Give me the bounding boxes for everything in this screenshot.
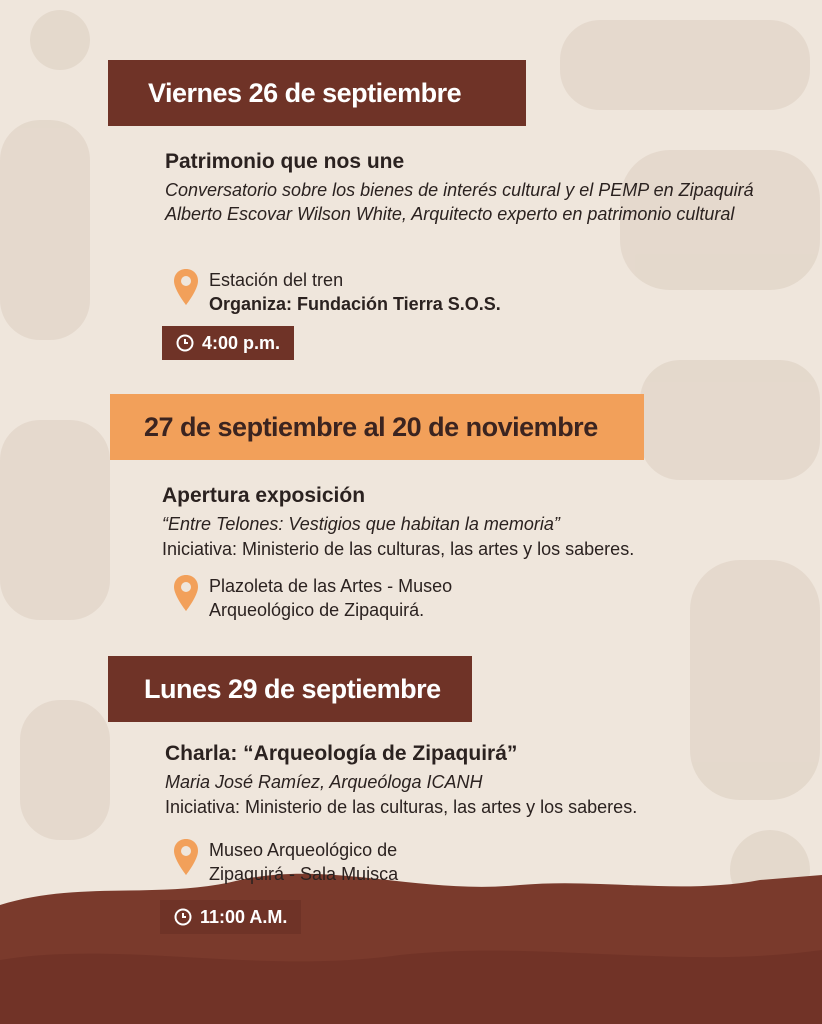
- event-title: Charla: “Arqueología de Zipaquirá”: [165, 742, 518, 765]
- date-label: Lunes 29 de septiembre: [144, 673, 441, 704]
- event-location: [173, 838, 398, 886]
- event-details: [162, 484, 782, 562]
- event-description: Conversatorio sobre los bienes de interés cultural y el PEMP en Zipaquirá Alberto Escovar Wilson White, Arquitecto experto en patrimonio cultural: [165, 180, 754, 224]
- organizer: Organiza: Fundación Tierra S.O.S.: [209, 294, 501, 314]
- location-name: Estación del tren: [209, 270, 344, 290]
- date-label: Viernes 26 de septiembre: [148, 77, 462, 108]
- location-name: Plazoleta de las Artes - Museo: [209, 576, 453, 596]
- event-description: “Entre Telones: Vestigios que habitan la memoria”: [162, 514, 560, 534]
- time-label: 11:00 A.M.: [200, 906, 288, 927]
- time-label: 4:00 p.m.: [202, 332, 281, 353]
- event-location: [173, 574, 452, 622]
- date-label: 27 de septiembre al 20 de noviembre: [144, 411, 598, 442]
- location-pin-icon: [173, 268, 199, 306]
- event-title: Apertura exposición: [162, 484, 366, 507]
- location-name-line2: Arqueológico de Zipaquirá.: [209, 600, 425, 620]
- date-banner: [108, 656, 472, 722]
- event-location: [173, 268, 501, 316]
- event-initiative: Iniciativa: Ministerio de las culturas, las artes y los saberes.: [162, 539, 635, 559]
- event-details: [165, 150, 755, 226]
- location-pin-icon: [173, 574, 199, 612]
- time-badge: [162, 326, 294, 360]
- location-name: Museo Arqueológico de: [209, 840, 398, 860]
- date-banner: [108, 60, 526, 126]
- date-banner: [110, 394, 644, 460]
- event-description: Maria José Ramíez, Arqueóloga ICANH: [165, 772, 483, 792]
- clock-icon: [176, 334, 194, 352]
- event-details: [165, 742, 785, 820]
- clock-icon: [174, 908, 192, 926]
- event-initiative: Iniciativa: Ministerio de las culturas, las artes y los saberes.: [165, 797, 638, 817]
- location-pin-icon: [173, 838, 199, 876]
- location-name-line2: Zipaquirá - Sala Muisca: [209, 864, 399, 884]
- time-badge: [160, 900, 301, 934]
- event-title: Patrimonio que nos une: [165, 150, 405, 173]
